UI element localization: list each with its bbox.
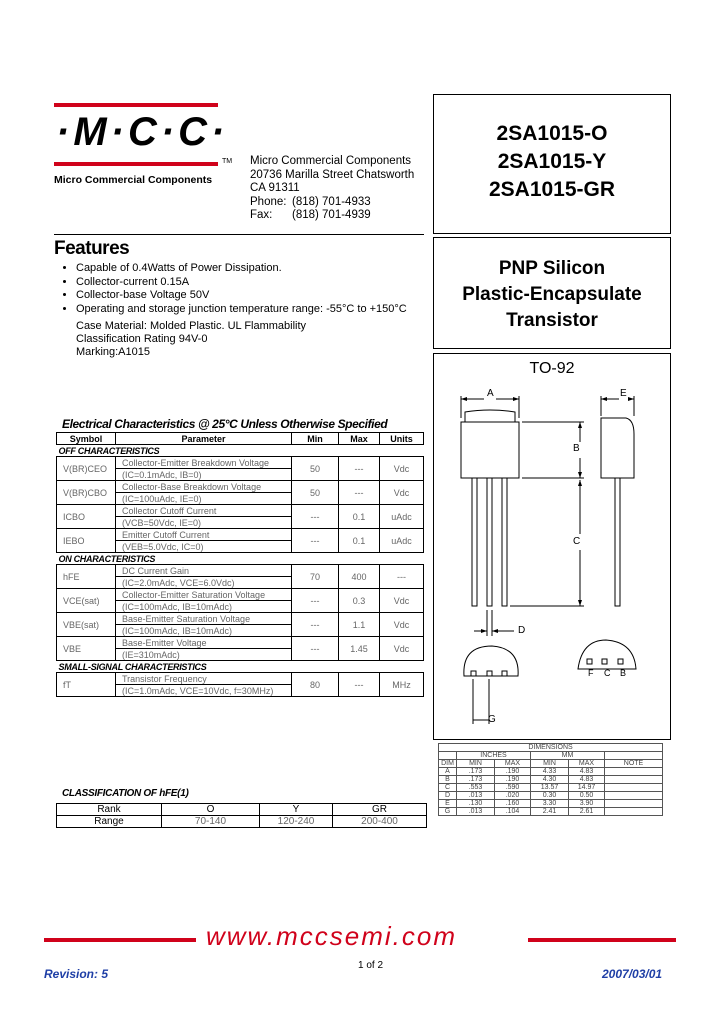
ec-sym: V(BR)CEO bbox=[57, 457, 116, 481]
description-line-3: Transistor bbox=[506, 310, 598, 331]
dim-cell: 14.97 bbox=[569, 784, 605, 792]
ec-min: 80 bbox=[292, 673, 339, 697]
ec-param: Collector-Base Breakdown Voltage bbox=[116, 481, 292, 493]
ec-cond: (IC=1.0mAdc, VCE=10Vdc, f=30MHz) bbox=[116, 685, 292, 697]
company-logo: ·M·C·C· bbox=[56, 110, 229, 154]
cls-range-label: Range bbox=[57, 816, 162, 828]
dim-cell: D bbox=[439, 792, 457, 800]
part-number-gr: 2SA1015-GR bbox=[488, 178, 616, 201]
ec-unit: uAdc bbox=[380, 529, 424, 553]
dim-cell: .173 bbox=[457, 768, 495, 776]
dim-title: DIMENSIONS bbox=[439, 744, 663, 752]
ec-cond: (VCB=50Vdc, IE=0) bbox=[116, 517, 292, 529]
dim-cell bbox=[605, 792, 663, 800]
classification-line: Classification Rating 94V-0 bbox=[76, 333, 208, 345]
dimensions-table bbox=[438, 743, 663, 816]
dim-cell: 4.83 bbox=[569, 776, 605, 784]
footer-left-bar bbox=[44, 938, 196, 942]
ec-header-min: Min bbox=[292, 433, 339, 445]
description-line-1: PNP Silicon bbox=[498, 258, 606, 279]
part-number-box bbox=[433, 94, 671, 234]
pin-label-c: C bbox=[604, 668, 611, 678]
ec-unit: MHz bbox=[380, 673, 424, 697]
cls-rank-label: Rank bbox=[57, 804, 162, 816]
ec-cond: (IC=2.0mAdc, VCE=6.0Vdc) bbox=[116, 577, 292, 589]
ec-param: Emitter Cutoff Current bbox=[116, 529, 292, 541]
ec-unit: Vdc bbox=[380, 637, 424, 661]
ec-unit: --- bbox=[380, 565, 424, 589]
ec-unit: uAdc bbox=[380, 505, 424, 529]
revision-label: Revision: 5 bbox=[44, 967, 109, 981]
dim-cell: .173 bbox=[457, 776, 495, 784]
dim-cell bbox=[605, 784, 663, 792]
description-line-2: Plastic-Encapsulate bbox=[462, 284, 642, 305]
part-number-y: 2SA1015-Y bbox=[497, 150, 607, 173]
ec-min: --- bbox=[292, 613, 339, 637]
dim-col: MIN bbox=[531, 760, 569, 768]
website-link[interactable]: www.mccsemi.com bbox=[206, 921, 458, 951]
ec-max: 0.1 bbox=[339, 505, 380, 529]
trademark-mark: TM bbox=[222, 158, 233, 165]
dim-label-c: C bbox=[573, 536, 581, 547]
cls-range-o: 70-140 bbox=[162, 816, 260, 828]
dim-cell bbox=[605, 776, 663, 784]
dim-group-mm: MM bbox=[531, 752, 605, 760]
description-box bbox=[433, 237, 671, 349]
features-list bbox=[60, 262, 407, 316]
ec-section-on: ON CHARACTERISTICS bbox=[57, 553, 424, 565]
dim-cell: 13.57 bbox=[531, 784, 569, 792]
phone-number: (818) 701-4933 bbox=[292, 195, 371, 208]
ec-header-units: Units bbox=[380, 433, 424, 445]
address-line-3: CA 91311 bbox=[250, 182, 300, 194]
dim-cell: .590 bbox=[495, 784, 531, 792]
ec-cond: (IC=100mAdc, IB=10mAdc) bbox=[116, 625, 292, 637]
dim-cell: A bbox=[439, 768, 457, 776]
ec-min: --- bbox=[292, 505, 339, 529]
feature-item: • Collector-base Voltage 50V bbox=[76, 289, 407, 303]
ec-min: --- bbox=[292, 589, 339, 613]
ec-unit: Vdc bbox=[380, 481, 424, 505]
ec-param: Transistor Frequency bbox=[116, 673, 292, 685]
ec-cond: (IC=100mAdc, IB=10mAdc) bbox=[116, 601, 292, 613]
ec-param: Collector-Emitter Saturation Voltage bbox=[116, 589, 292, 601]
revision-date: 2007/03/01 bbox=[602, 967, 663, 981]
case-material-line: Case Material: Molded Plastic. UL Flammability bbox=[76, 320, 307, 332]
classification-table bbox=[56, 803, 427, 828]
ec-param: Base-Emitter Saturation Voltage bbox=[116, 613, 292, 625]
dim-cell: E bbox=[439, 800, 457, 808]
fax-line bbox=[250, 209, 414, 223]
ec-cond: (IC=100uAdc, IE=0) bbox=[116, 493, 292, 505]
address-line-1: Micro Commercial Components bbox=[250, 155, 412, 167]
features-title: Features bbox=[54, 238, 130, 259]
dim-cell: .020 bbox=[495, 792, 531, 800]
cls-range-gr: 200-400 bbox=[333, 816, 427, 828]
ec-sym: VBE(sat) bbox=[57, 613, 116, 637]
package-drawing bbox=[434, 354, 670, 739]
ec-sym: ICBO bbox=[57, 505, 116, 529]
cls-range-y: 120-240 bbox=[260, 816, 333, 828]
ec-max: 0.1 bbox=[339, 529, 380, 553]
cls-rank-gr: GR bbox=[333, 804, 427, 816]
ec-min: --- bbox=[292, 529, 339, 553]
ec-max: --- bbox=[339, 457, 380, 481]
ec-param: DC Current Gain bbox=[116, 565, 292, 577]
logo-top-bar bbox=[54, 103, 218, 107]
dim-cell: 3.90 bbox=[569, 800, 605, 808]
ec-header-max: Max bbox=[339, 433, 380, 445]
logo-bottom-bar bbox=[54, 162, 218, 166]
ec-max: --- bbox=[339, 481, 380, 505]
ec-sym: VCE(sat) bbox=[57, 589, 116, 613]
classification-header-row bbox=[57, 804, 427, 816]
ec-section-off: OFF CHARACTERISTICS bbox=[57, 445, 424, 457]
dim-cell: .104 bbox=[495, 808, 531, 816]
feature-item: • Operating and storage junction temperature range: -55°C to +150°C bbox=[76, 303, 407, 317]
ec-param: Base-Emitter Voltage bbox=[116, 637, 292, 649]
dim-label-g: G bbox=[488, 714, 496, 725]
address-line-2: 20736 Marilla Street Chatsworth bbox=[250, 168, 415, 181]
dim-cell: .190 bbox=[495, 768, 531, 776]
dim-label-b: B bbox=[573, 443, 580, 454]
phone-label: Phone: bbox=[250, 195, 287, 208]
dim-cell: G bbox=[439, 808, 457, 816]
dim-col: DIM bbox=[439, 760, 457, 768]
ec-cond: (IE=310mAdc) bbox=[116, 649, 292, 661]
feature-item: • Capable of 0.4Watts of Power Dissipation. bbox=[76, 262, 407, 276]
package-box bbox=[433, 353, 671, 740]
ec-min: --- bbox=[292, 637, 339, 661]
ec-section-small-signal: SMALL-SIGNAL CHARACTERISTICS bbox=[57, 661, 424, 673]
ec-max: --- bbox=[339, 673, 380, 697]
phone-line bbox=[250, 196, 414, 210]
package-title: TO-92 bbox=[529, 360, 575, 377]
page-number: 1 of 2 bbox=[358, 960, 384, 971]
pin-label-f: F bbox=[588, 668, 594, 678]
dim-group-inches: INCHES bbox=[457, 752, 531, 760]
footer-right-bar bbox=[528, 938, 676, 942]
ec-min: 50 bbox=[292, 457, 339, 481]
dim-cell: 4.83 bbox=[569, 768, 605, 776]
ec-unit: Vdc bbox=[380, 589, 424, 613]
ec-param: Collector Cutoff Current bbox=[116, 505, 292, 517]
ec-param: Collector-Emitter Breakdown Voltage bbox=[116, 457, 292, 469]
ec-max: 1.45 bbox=[339, 637, 380, 661]
dim-cell: .013 bbox=[457, 792, 495, 800]
dim-cell: .013 bbox=[457, 808, 495, 816]
ec-header-symbol: Symbol bbox=[57, 433, 116, 445]
features-rule bbox=[54, 234, 424, 235]
ec-sym: fT bbox=[57, 673, 116, 697]
dim-cell: 2.61 bbox=[569, 808, 605, 816]
dim-cell: 0.50 bbox=[569, 792, 605, 800]
dim-col: MAX bbox=[495, 760, 531, 768]
ec-unit: Vdc bbox=[380, 613, 424, 637]
ec-sym: hFE bbox=[57, 565, 116, 589]
ec-min: 50 bbox=[292, 481, 339, 505]
dim-cell: 0.30 bbox=[531, 792, 569, 800]
cls-rank-y: Y bbox=[260, 804, 333, 816]
fax-number: (818) 701-4939 bbox=[292, 209, 371, 221]
dim-col: MAX bbox=[569, 760, 605, 768]
dim-cell: .130 bbox=[457, 800, 495, 808]
features-extra bbox=[76, 320, 306, 359]
dim-label-d: D bbox=[518, 625, 526, 636]
dim-cell bbox=[605, 768, 663, 776]
classification-title: CLASSIFICATION OF hFE(1) bbox=[62, 788, 189, 799]
ec-sym: IEBO bbox=[57, 529, 116, 553]
dim-cell: B bbox=[439, 776, 457, 784]
fax-label: Fax: bbox=[250, 209, 273, 221]
dim-col: MIN bbox=[457, 760, 495, 768]
marking-line: Marking:A1015 bbox=[76, 346, 150, 358]
dim-cell: .553 bbox=[457, 784, 495, 792]
company-address bbox=[250, 155, 414, 223]
ec-title: Electrical Characteristics @ 25°C Unless Otherwise Specified bbox=[62, 417, 388, 431]
cls-rank-o: O bbox=[162, 804, 260, 816]
ec-cond: (IC=0.1mAdc, IB=0) bbox=[116, 469, 292, 481]
ec-max: 0.3 bbox=[339, 589, 380, 613]
dim-cell: .160 bbox=[495, 800, 531, 808]
dim-cell: 4.33 bbox=[531, 768, 569, 776]
dim-cell: 2.41 bbox=[531, 808, 569, 816]
dim-cell bbox=[605, 800, 663, 808]
dim-cell: 4.30 bbox=[531, 776, 569, 784]
dim-cell: C bbox=[439, 784, 457, 792]
ec-max: 1.1 bbox=[339, 613, 380, 637]
ec-sym: V(BR)CBO bbox=[57, 481, 116, 505]
ec-header-parameter: Parameter bbox=[116, 433, 292, 445]
ec-min: 70 bbox=[292, 565, 339, 589]
ec-table bbox=[56, 432, 424, 697]
dim-cell bbox=[605, 808, 663, 816]
dim-col: NOTE bbox=[605, 760, 663, 768]
dim-label-a: A bbox=[487, 388, 494, 399]
classification-range-row bbox=[57, 816, 427, 828]
ec-unit: Vdc bbox=[380, 457, 424, 481]
ec-max: 400 bbox=[339, 565, 380, 589]
dim-label-e: E bbox=[620, 388, 627, 399]
ec-sym: VBE bbox=[57, 637, 116, 661]
ec-header-row bbox=[57, 433, 424, 445]
part-number-o: 2SA1015-O bbox=[496, 122, 608, 145]
ec-cond: (VEB=5.0Vdc, IC=0) bbox=[116, 541, 292, 553]
feature-item: • Collector-current 0.15A bbox=[76, 276, 407, 290]
dim-cell: 3.30 bbox=[531, 800, 569, 808]
pin-label-b: B bbox=[620, 668, 627, 678]
company-name: Micro Commercial Components bbox=[54, 174, 213, 186]
dim-cell: .190 bbox=[495, 776, 531, 784]
